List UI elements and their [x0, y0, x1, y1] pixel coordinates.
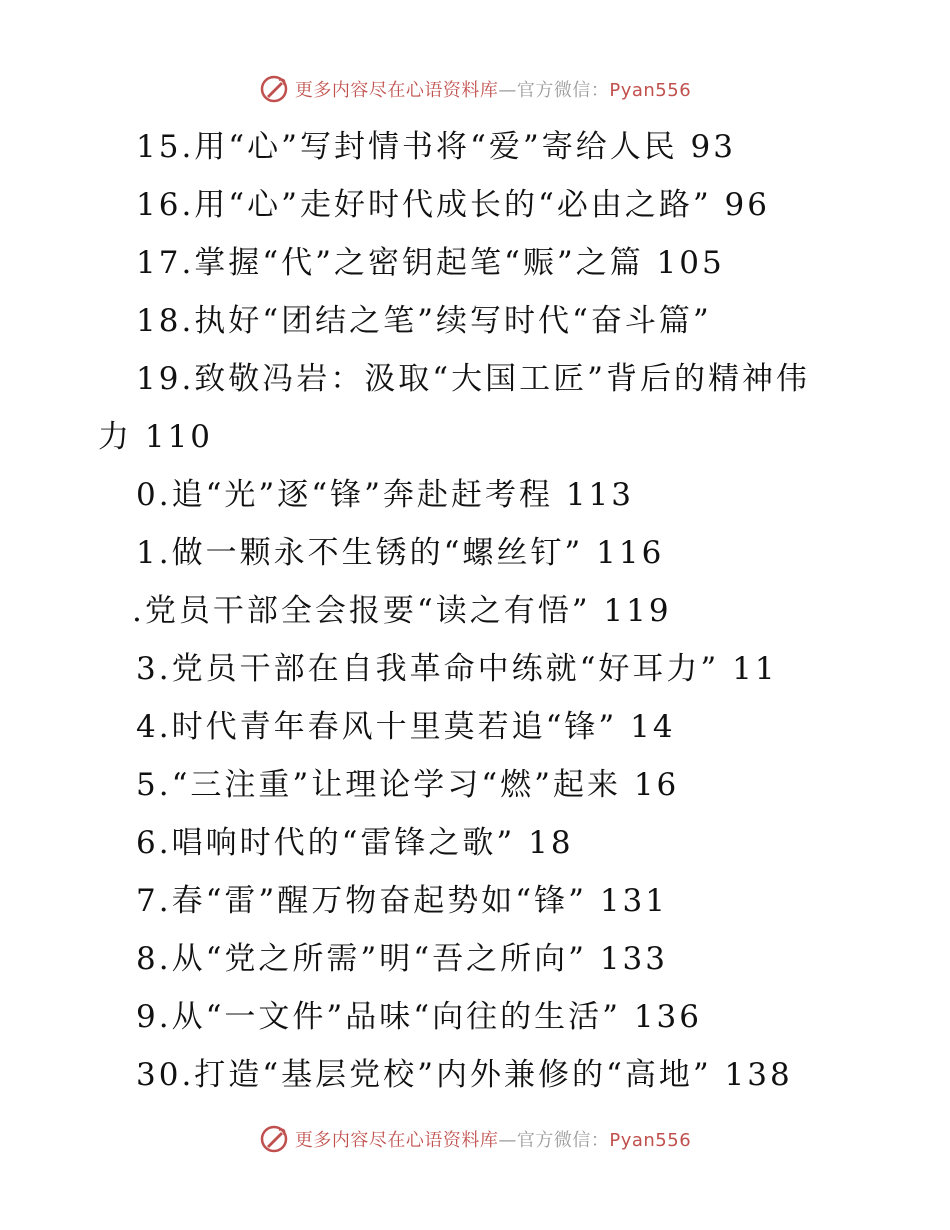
toc-line: 8.从“党之所需”明“吾之所向” 133: [136, 941, 668, 977]
watermark-brand: 更多内容尽在心语资料库: [294, 80, 499, 101]
toc-line: 3.党员干部在自我革命中练就“好耳力” 11: [136, 651, 778, 687]
toc-line: 1.做一颗永不生锈的“螺丝钉” 116: [136, 535, 665, 571]
toc-line: 9.从“一文件”品味“向往的生活” 136: [136, 999, 702, 1035]
watermark-official: 官方微信：: [516, 1130, 610, 1151]
toc-line: 7.春“雷”醒万物奋起势如“锋” 131: [136, 883, 668, 919]
quill-seal-icon: [259, 74, 289, 104]
toc-line: 30.打造“基层党校”内外兼修的“高地” 138: [136, 1057, 793, 1093]
toc-line: 5.“三注重”让理论学习“燃”起来 16: [136, 767, 680, 803]
toc-line: 17.掌握“代”之密钥起笔“赈”之篇 105: [136, 245, 725, 281]
watermark-separator: —: [498, 1130, 517, 1151]
toc-line: 力 110: [98, 419, 214, 455]
watermark-text: [295, 1126, 691, 1152]
toc-line: 15.用“心”写封情书将“爱”寄给人民 93: [136, 129, 736, 165]
watermark-separator: —: [498, 80, 517, 101]
footer-watermark: [0, 1124, 950, 1154]
toc-line: .党员干部全会报要“读之有悟” 119: [132, 593, 672, 629]
watermark-brand: 更多内容尽在心语资料库: [294, 1130, 499, 1151]
toc-line: 19.致敬冯岩：汲取“大国工匠”背后的精神伟: [136, 361, 810, 397]
watermark-official: 官方微信：: [516, 80, 610, 101]
toc-line: 0.追“光”逐“锋”奔赴赶考程 113: [136, 477, 634, 513]
toc-line: 6.唱响时代的“雷锋之歌” 18: [136, 825, 574, 861]
toc-line: 4.时代青年春风十里莫若追“锋” 14: [136, 709, 676, 745]
watermark-text: [295, 76, 691, 102]
toc-line: 18.执好“团结之笔”续写时代“奋斗篇”: [136, 303, 712, 339]
watermark-id: Pyan556: [609, 1130, 692, 1151]
quill-seal-icon: [259, 1124, 289, 1154]
toc-line: 16.用“心”走好时代成长的“必由之路” 96: [136, 187, 770, 223]
header-watermark: [0, 74, 950, 104]
watermark-id: Pyan556: [609, 80, 692, 101]
